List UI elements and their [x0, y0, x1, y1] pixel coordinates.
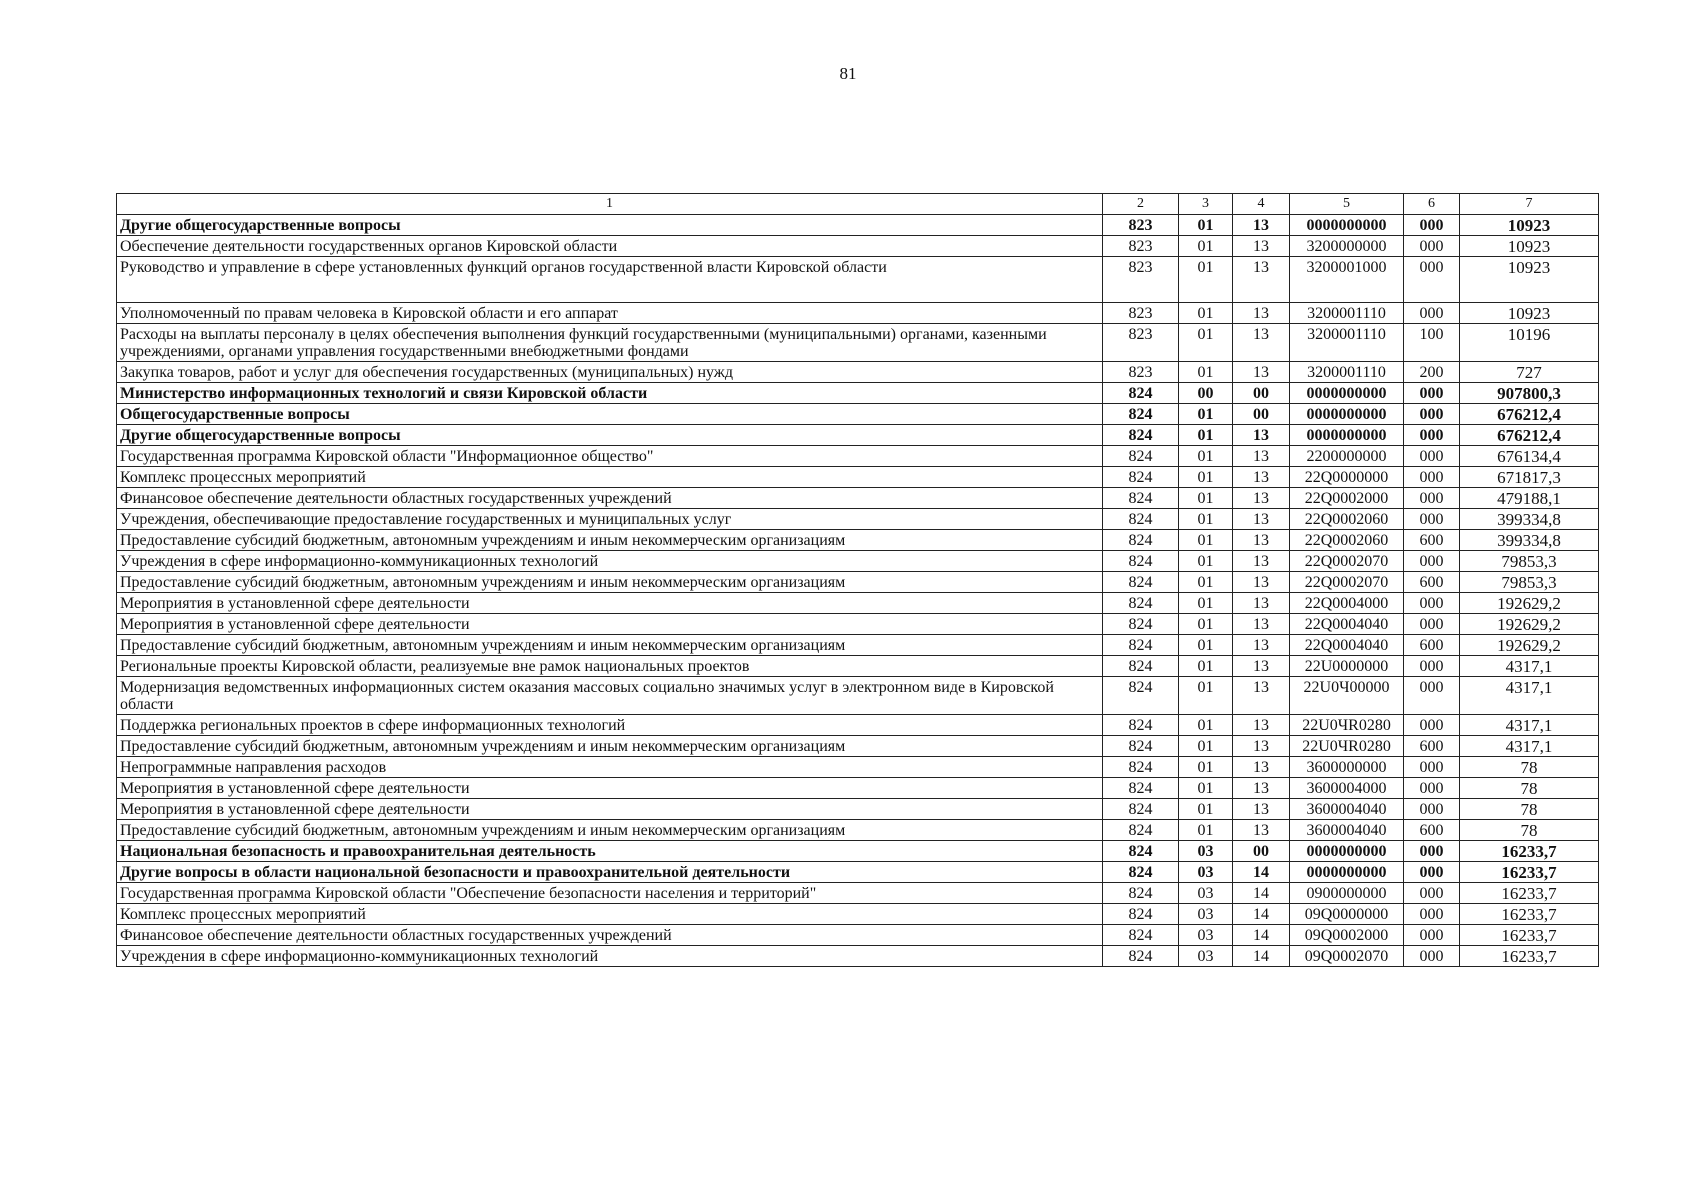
row-ministry-code-cell: 824 — [1103, 715, 1179, 736]
row-name-cell: Предоставление субсидий бюджетным, автономным учреждениям и иным некоммерческим организациям — [117, 820, 1103, 841]
row-ministry-code-cell: 824 — [1103, 799, 1179, 820]
row-expense-type-cell: 000 — [1404, 303, 1460, 324]
row-name-cell: Предоставление субсидий бюджетным, автономным учреждениям и иным некоммерческим организациям — [117, 572, 1103, 593]
row-amount-cell: 4317,1 — [1460, 677, 1599, 715]
row-expense-type-cell: 000 — [1404, 862, 1460, 883]
row-section-cell: 03 — [1179, 862, 1233, 883]
row-section-cell: 03 — [1179, 925, 1233, 946]
row-name-cell: Финансовое обеспечение деятельности областных государственных учреждений — [117, 925, 1103, 946]
row-amount-cell: 399334,8 — [1460, 530, 1599, 551]
row-expense-type-cell: 600 — [1404, 635, 1460, 656]
row-expense-type-cell: 000 — [1404, 404, 1460, 425]
row-amount-cell: 16233,7 — [1460, 946, 1599, 967]
row-subsection-cell: 14 — [1233, 946, 1290, 967]
row-target-article-cell: 22Q0004040 — [1290, 614, 1404, 635]
row-expense-type-cell: 000 — [1404, 257, 1460, 303]
table-row — [117, 593, 1599, 614]
row-subsection-cell: 13 — [1233, 820, 1290, 841]
row-section-cell: 01 — [1179, 467, 1233, 488]
table-row — [117, 841, 1599, 862]
row-expense-type-cell: 000 — [1404, 467, 1460, 488]
row-expense-type-cell: 000 — [1404, 757, 1460, 778]
row-amount-cell: 192629,2 — [1460, 614, 1599, 635]
row-subsection-cell: 13 — [1233, 757, 1290, 778]
row-ministry-code-cell: 824 — [1103, 862, 1179, 883]
table-row — [117, 799, 1599, 820]
row-subsection-cell: 13 — [1233, 656, 1290, 677]
row-subsection-cell: 13 — [1233, 467, 1290, 488]
row-ministry-code-cell: 824 — [1103, 425, 1179, 446]
row-ministry-code-cell: 823 — [1103, 324, 1179, 362]
table-row — [117, 862, 1599, 883]
row-ministry-code-cell: 824 — [1103, 467, 1179, 488]
table-row — [117, 820, 1599, 841]
row-section-cell: 01 — [1179, 778, 1233, 799]
table-row — [117, 467, 1599, 488]
header-row — [117, 194, 1599, 215]
row-target-article-cell: 22U0000000 — [1290, 656, 1404, 677]
row-name-cell: Национальная безопасность и правоохранительная деятельность — [117, 841, 1103, 862]
table-row — [117, 324, 1599, 362]
row-section-cell: 01 — [1179, 425, 1233, 446]
row-target-article-cell: 0000000000 — [1290, 425, 1404, 446]
row-section-cell: 01 — [1179, 572, 1233, 593]
table-body — [117, 215, 1599, 967]
row-ministry-code-cell: 824 — [1103, 593, 1179, 614]
row-target-article-cell: 09Q0000000 — [1290, 904, 1404, 925]
row-name-cell: Поддержка региональных проектов в сфере информационных технологий — [117, 715, 1103, 736]
row-ministry-code-cell: 824 — [1103, 778, 1179, 799]
row-expense-type-cell: 000 — [1404, 883, 1460, 904]
row-name-cell: Непрограммные направления расходов — [117, 757, 1103, 778]
row-amount-cell: 78 — [1460, 799, 1599, 820]
row-target-article-cell: 22U0Ч00000 — [1290, 677, 1404, 715]
row-ministry-code-cell: 823 — [1103, 257, 1179, 303]
row-target-article-cell: 22Q0002060 — [1290, 530, 1404, 551]
row-ministry-code-cell: 823 — [1103, 303, 1179, 324]
row-ministry-code-cell: 824 — [1103, 656, 1179, 677]
row-ministry-code-cell: 824 — [1103, 488, 1179, 509]
row-amount-cell: 399334,8 — [1460, 509, 1599, 530]
row-name-cell: Комплекс процессных мероприятий — [117, 904, 1103, 925]
row-ministry-code-cell: 823 — [1103, 236, 1179, 257]
row-target-article-cell: 22Q0002000 — [1290, 488, 1404, 509]
row-section-cell: 01 — [1179, 757, 1233, 778]
row-target-article-cell: 3600000000 — [1290, 757, 1404, 778]
row-subsection-cell: 13 — [1233, 215, 1290, 236]
row-expense-type-cell: 000 — [1404, 841, 1460, 862]
table-row — [117, 425, 1599, 446]
row-name-cell: Уполномоченный по правам человека в Кировской области и его аппарат — [117, 303, 1103, 324]
row-section-cell: 00 — [1179, 383, 1233, 404]
row-ministry-code-cell: 824 — [1103, 841, 1179, 862]
row-name-cell: Предоставление субсидий бюджетным, автономным учреждениям и иным некоммерческим организациям — [117, 530, 1103, 551]
row-subsection-cell: 13 — [1233, 530, 1290, 551]
row-name-cell: Мероприятия в установленной сфере деятельности — [117, 593, 1103, 614]
row-amount-cell: 192629,2 — [1460, 593, 1599, 614]
row-expense-type-cell: 000 — [1404, 236, 1460, 257]
row-amount-cell: 676134,4 — [1460, 446, 1599, 467]
row-name-cell: Государственная программа Кировской области "Обеспечение безопасности населения и территорий" — [117, 883, 1103, 904]
row-subsection-cell: 13 — [1233, 799, 1290, 820]
table-row — [117, 614, 1599, 635]
row-subsection-cell: 13 — [1233, 635, 1290, 656]
row-subsection-cell: 13 — [1233, 551, 1290, 572]
row-amount-cell: 4317,1 — [1460, 715, 1599, 736]
row-ministry-code-cell: 824 — [1103, 404, 1179, 425]
row-name-cell: Предоставление субсидий бюджетным, автономным учреждениям и иным некоммерческим организациям — [117, 635, 1103, 656]
row-expense-type-cell: 000 — [1404, 778, 1460, 799]
row-target-article-cell: 3200001110 — [1290, 324, 1404, 362]
row-ministry-code-cell: 824 — [1103, 509, 1179, 530]
row-name-cell: Закупка товаров, работ и услуг для обеспечения государственных (муниципальных) нужд — [117, 362, 1103, 383]
row-ministry-code-cell: 824 — [1103, 446, 1179, 467]
row-amount-cell: 479188,1 — [1460, 488, 1599, 509]
header-col-7: 7 — [1460, 194, 1599, 215]
table-row — [117, 635, 1599, 656]
row-name-cell: Учреждения, обеспечивающие предоставление государственных и муниципальных услуг — [117, 509, 1103, 530]
row-expense-type-cell: 000 — [1404, 593, 1460, 614]
row-expense-type-cell: 000 — [1404, 215, 1460, 236]
row-target-article-cell: 0000000000 — [1290, 215, 1404, 236]
table-row — [117, 883, 1599, 904]
row-expense-type-cell: 600 — [1404, 572, 1460, 593]
row-amount-cell: 16233,7 — [1460, 904, 1599, 925]
row-target-article-cell: 0900000000 — [1290, 883, 1404, 904]
row-subsection-cell: 13 — [1233, 593, 1290, 614]
row-amount-cell: 79853,3 — [1460, 572, 1599, 593]
row-section-cell: 01 — [1179, 820, 1233, 841]
row-target-article-cell: 09Q0002070 — [1290, 946, 1404, 967]
row-ministry-code-cell: 824 — [1103, 736, 1179, 757]
row-subsection-cell: 13 — [1233, 257, 1290, 303]
row-target-article-cell: 3600004000 — [1290, 778, 1404, 799]
row-target-article-cell: 2200000000 — [1290, 446, 1404, 467]
row-expense-type-cell: 000 — [1404, 715, 1460, 736]
row-name-cell: Комплекс процессных мероприятий — [117, 467, 1103, 488]
row-name-cell: Учреждения в сфере информационно-коммуникационных технологий — [117, 551, 1103, 572]
page-number: 81 — [839, 64, 857, 83]
row-name-cell: Другие вопросы в области национальной безопасности и правоохранительной деятельности — [117, 862, 1103, 883]
row-target-article-cell: 3200001110 — [1290, 303, 1404, 324]
row-subsection-cell: 13 — [1233, 715, 1290, 736]
row-ministry-code-cell: 824 — [1103, 946, 1179, 967]
table-row — [117, 257, 1599, 303]
row-expense-type-cell: 000 — [1404, 677, 1460, 715]
row-section-cell: 01 — [1179, 614, 1233, 635]
row-amount-cell: 78 — [1460, 757, 1599, 778]
row-expense-type-cell: 600 — [1404, 820, 1460, 841]
table-row — [117, 446, 1599, 467]
table-row — [117, 404, 1599, 425]
row-amount-cell: 79853,3 — [1460, 551, 1599, 572]
row-subsection-cell: 13 — [1233, 324, 1290, 362]
row-section-cell: 01 — [1179, 303, 1233, 324]
table-row — [117, 362, 1599, 383]
row-section-cell: 01 — [1179, 736, 1233, 757]
row-name-cell: Обеспечение деятельности государственных органов Кировской области — [117, 236, 1103, 257]
row-target-article-cell: 22Q0000000 — [1290, 467, 1404, 488]
row-expense-type-cell: 000 — [1404, 383, 1460, 404]
row-target-article-cell: 0000000000 — [1290, 404, 1404, 425]
row-target-article-cell: 3600004040 — [1290, 799, 1404, 820]
row-subsection-cell: 13 — [1233, 778, 1290, 799]
row-subsection-cell: 13 — [1233, 677, 1290, 715]
row-amount-cell: 676212,4 — [1460, 404, 1599, 425]
row-section-cell: 01 — [1179, 799, 1233, 820]
row-subsection-cell: 13 — [1233, 614, 1290, 635]
row-ministry-code-cell: 824 — [1103, 572, 1179, 593]
row-target-article-cell: 0000000000 — [1290, 383, 1404, 404]
row-target-article-cell: 3600004040 — [1290, 820, 1404, 841]
row-amount-cell: 671817,3 — [1460, 467, 1599, 488]
row-amount-cell: 10923 — [1460, 303, 1599, 324]
table-row — [117, 736, 1599, 757]
table-row — [117, 215, 1599, 236]
row-amount-cell: 727 — [1460, 362, 1599, 383]
row-amount-cell: 4317,1 — [1460, 736, 1599, 757]
row-section-cell: 01 — [1179, 593, 1233, 614]
row-target-article-cell: 22Q0002070 — [1290, 551, 1404, 572]
row-section-cell: 01 — [1179, 656, 1233, 677]
row-section-cell: 01 — [1179, 635, 1233, 656]
row-ministry-code-cell: 824 — [1103, 383, 1179, 404]
row-target-article-cell: 22Q0002070 — [1290, 572, 1404, 593]
row-expense-type-cell: 000 — [1404, 925, 1460, 946]
row-target-article-cell: 0000000000 — [1290, 841, 1404, 862]
table-row — [117, 946, 1599, 967]
row-name-cell: Государственная программа Кировской области "Информационное общество" — [117, 446, 1103, 467]
table-row — [117, 778, 1599, 799]
row-expense-type-cell: 600 — [1404, 530, 1460, 551]
row-amount-cell: 192629,2 — [1460, 635, 1599, 656]
row-name-cell: Учреждения в сфере информационно-коммуникационных технологий — [117, 946, 1103, 967]
row-name-cell: Предоставление субсидий бюджетным, автономным учреждениям и иным некоммерческим организациям — [117, 736, 1103, 757]
row-ministry-code-cell: 824 — [1103, 677, 1179, 715]
row-expense-type-cell: 600 — [1404, 736, 1460, 757]
table-row — [117, 236, 1599, 257]
row-section-cell: 01 — [1179, 236, 1233, 257]
row-target-article-cell: 3200001110 — [1290, 362, 1404, 383]
row-expense-type-cell: 100 — [1404, 324, 1460, 362]
row-amount-cell: 10923 — [1460, 215, 1599, 236]
row-target-article-cell: 3200001000 — [1290, 257, 1404, 303]
row-expense-type-cell: 000 — [1404, 509, 1460, 530]
row-expense-type-cell: 000 — [1404, 904, 1460, 925]
row-section-cell: 01 — [1179, 324, 1233, 362]
row-subsection-cell: 14 — [1233, 862, 1290, 883]
row-section-cell: 01 — [1179, 362, 1233, 383]
row-target-article-cell: 22Q0004040 — [1290, 635, 1404, 656]
row-amount-cell: 10196 — [1460, 324, 1599, 362]
row-amount-cell: 4317,1 — [1460, 656, 1599, 677]
header-col-5: 5 — [1290, 194, 1404, 215]
row-subsection-cell: 13 — [1233, 736, 1290, 757]
table-row — [117, 509, 1599, 530]
row-name-cell: Руководство и управление в сфере установленных функций органов государственной власти Кировской области — [117, 257, 1103, 303]
row-amount-cell: 10923 — [1460, 257, 1599, 303]
table-row — [117, 551, 1599, 572]
row-ministry-code-cell: 824 — [1103, 820, 1179, 841]
row-name-cell: Министерство информационных технологий и связи Кировской области — [117, 383, 1103, 404]
row-amount-cell: 78 — [1460, 820, 1599, 841]
row-target-article-cell: 22U0ЧR0280 — [1290, 736, 1404, 757]
table-row — [117, 677, 1599, 715]
row-expense-type-cell: 000 — [1404, 656, 1460, 677]
row-section-cell: 03 — [1179, 904, 1233, 925]
row-section-cell: 03 — [1179, 883, 1233, 904]
row-name-cell: Мероприятия в установленной сфере деятельности — [117, 799, 1103, 820]
row-subsection-cell: 14 — [1233, 883, 1290, 904]
row-ministry-code-cell: 824 — [1103, 904, 1179, 925]
row-section-cell: 03 — [1179, 841, 1233, 862]
row-section-cell: 01 — [1179, 551, 1233, 572]
row-expense-type-cell: 000 — [1404, 551, 1460, 572]
row-section-cell: 01 — [1179, 509, 1233, 530]
header-col-2: 2 — [1103, 194, 1179, 215]
row-subsection-cell: 13 — [1233, 572, 1290, 593]
row-section-cell: 03 — [1179, 946, 1233, 967]
row-ministry-code-cell: 824 — [1103, 925, 1179, 946]
row-target-article-cell: 22Q0002060 — [1290, 509, 1404, 530]
table-row — [117, 925, 1599, 946]
row-name-cell: Региональные проекты Кировской области, реализуемые вне рамок национальных проектов — [117, 656, 1103, 677]
row-subsection-cell: 14 — [1233, 904, 1290, 925]
budget-table — [116, 193, 1599, 967]
row-section-cell: 01 — [1179, 257, 1233, 303]
row-name-cell: Расходы на выплаты персоналу в целях обеспечения выполнения функций государственными (муниципальными) органами, казенными учреждениями, органами управления государственными внебюджетными фондами — [117, 324, 1103, 362]
row-section-cell: 01 — [1179, 404, 1233, 425]
row-target-article-cell: 22Q0004000 — [1290, 593, 1404, 614]
row-subsection-cell: 14 — [1233, 925, 1290, 946]
row-target-article-cell: 3200000000 — [1290, 236, 1404, 257]
row-section-cell: 01 — [1179, 677, 1233, 715]
row-amount-cell: 16233,7 — [1460, 862, 1599, 883]
row-target-article-cell: 22U0ЧR0280 — [1290, 715, 1404, 736]
row-ministry-code-cell: 824 — [1103, 883, 1179, 904]
row-amount-cell: 16233,7 — [1460, 925, 1599, 946]
row-amount-cell: 676212,4 — [1460, 425, 1599, 446]
row-target-article-cell: 09Q0002000 — [1290, 925, 1404, 946]
row-subsection-cell: 13 — [1233, 303, 1290, 324]
row-name-cell: Общегосударственные вопросы — [117, 404, 1103, 425]
header-col-6: 6 — [1404, 194, 1460, 215]
table-row — [117, 303, 1599, 324]
row-ministry-code-cell: 824 — [1103, 530, 1179, 551]
row-subsection-cell: 13 — [1233, 425, 1290, 446]
row-ministry-code-cell: 824 — [1103, 635, 1179, 656]
table-row — [117, 530, 1599, 551]
table-row — [117, 488, 1599, 509]
row-subsection-cell: 13 — [1233, 488, 1290, 509]
table-row — [117, 383, 1599, 404]
row-amount-cell: 10923 — [1460, 236, 1599, 257]
header-col-4: 4 — [1233, 194, 1290, 215]
row-name-cell: Финансовое обеспечение деятельности областных государственных учреждений — [117, 488, 1103, 509]
row-section-cell: 01 — [1179, 446, 1233, 467]
row-amount-cell: 907800,3 — [1460, 383, 1599, 404]
row-amount-cell: 16233,7 — [1460, 841, 1599, 862]
row-name-cell: Модернизация ведомственных информационных систем оказания массовых социально значимых услуг в электронном виде в Кировской области — [117, 677, 1103, 715]
table-row — [117, 572, 1599, 593]
row-subsection-cell: 13 — [1233, 236, 1290, 257]
row-subsection-cell: 13 — [1233, 362, 1290, 383]
row-ministry-code-cell: 824 — [1103, 757, 1179, 778]
row-expense-type-cell: 000 — [1404, 446, 1460, 467]
row-target-article-cell: 0000000000 — [1290, 862, 1404, 883]
row-expense-type-cell: 200 — [1404, 362, 1460, 383]
table-row — [117, 715, 1599, 736]
row-ministry-code-cell: 823 — [1103, 215, 1179, 236]
row-section-cell: 01 — [1179, 215, 1233, 236]
table-row — [117, 656, 1599, 677]
table-row — [117, 904, 1599, 925]
row-amount-cell: 78 — [1460, 778, 1599, 799]
row-expense-type-cell: 000 — [1404, 946, 1460, 967]
header-col-3: 3 — [1179, 194, 1233, 215]
row-ministry-code-cell: 824 — [1103, 551, 1179, 572]
row-name-cell: Другие общегосударственные вопросы — [117, 215, 1103, 236]
row-subsection-cell: 00 — [1233, 383, 1290, 404]
row-subsection-cell: 13 — [1233, 509, 1290, 530]
row-amount-cell: 16233,7 — [1460, 883, 1599, 904]
row-expense-type-cell: 000 — [1404, 488, 1460, 509]
row-section-cell: 01 — [1179, 530, 1233, 551]
row-expense-type-cell: 000 — [1404, 799, 1460, 820]
row-name-cell: Мероприятия в установленной сфере деятельности — [117, 778, 1103, 799]
row-expense-type-cell: 000 — [1404, 425, 1460, 446]
row-name-cell: Другие общегосударственные вопросы — [117, 425, 1103, 446]
row-ministry-code-cell: 823 — [1103, 362, 1179, 383]
row-name-cell: Мероприятия в установленной сфере деятельности — [117, 614, 1103, 635]
row-subsection-cell: 00 — [1233, 404, 1290, 425]
row-ministry-code-cell: 824 — [1103, 614, 1179, 635]
row-subsection-cell: 13 — [1233, 446, 1290, 467]
header-col-1: 1 — [117, 194, 1103, 215]
table-row — [117, 757, 1599, 778]
row-expense-type-cell: 000 — [1404, 614, 1460, 635]
row-section-cell: 01 — [1179, 488, 1233, 509]
row-section-cell: 01 — [1179, 715, 1233, 736]
row-subsection-cell: 00 — [1233, 841, 1290, 862]
